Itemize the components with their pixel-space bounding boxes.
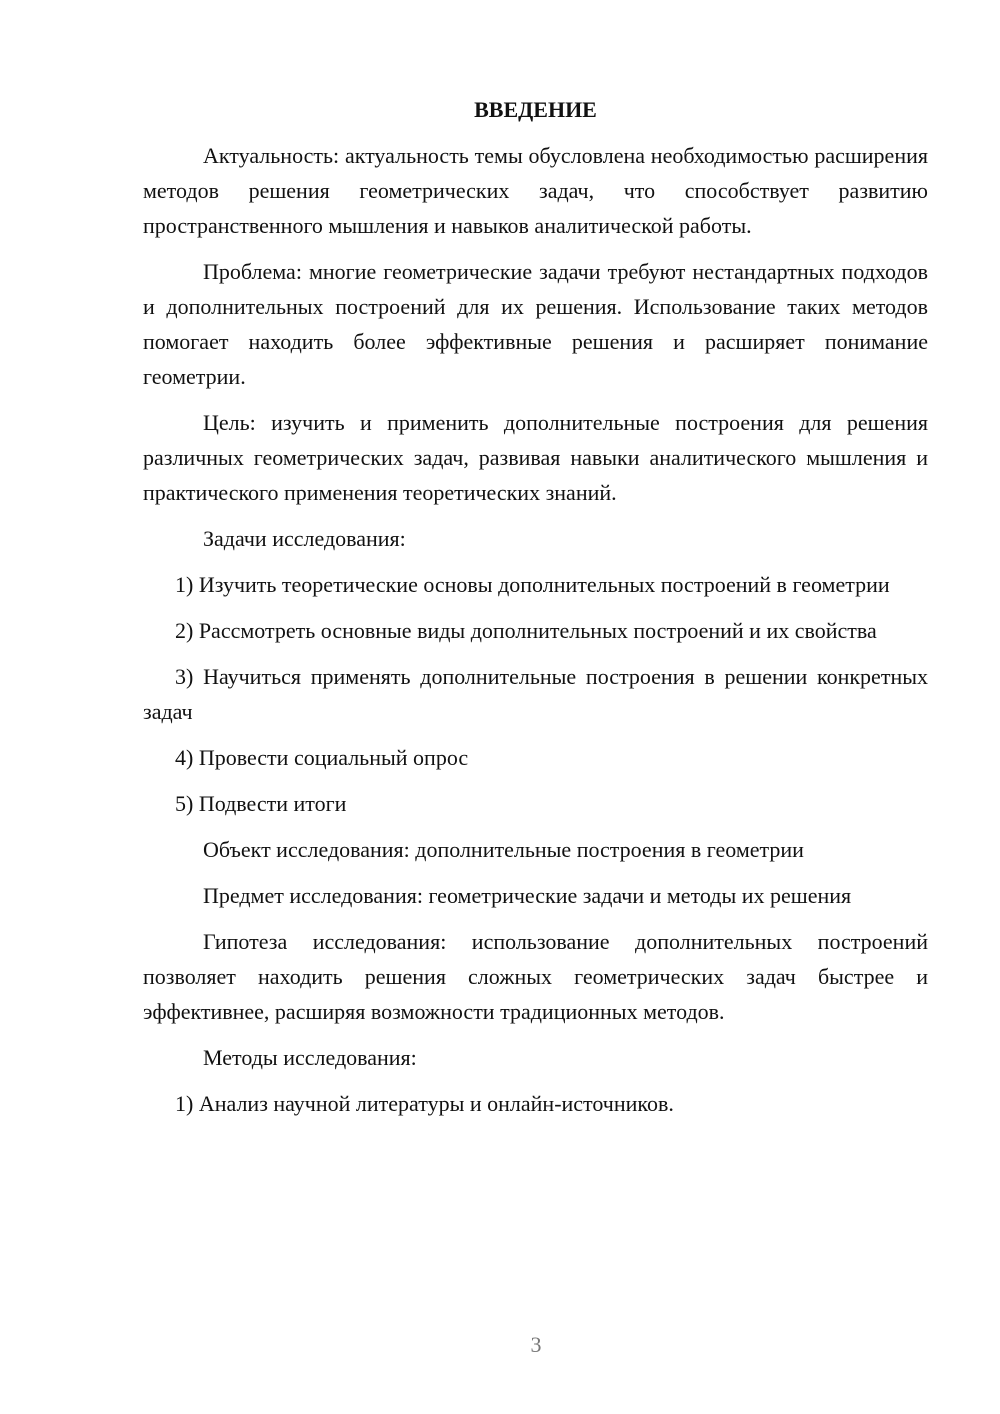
task-item: 1) Изучить теоретические основы дополнительных построений в геометрии — [175, 572, 890, 597]
hypothesis-paragraph: Гипотеза исследования: использование дополнительных построений позволяет находить решения сложных геометрических задач быстрее и эффективнее, расширяя возможности традиционных методов. — [143, 929, 928, 1024]
task-item: 2) Рассмотреть основные виды дополнительных построений и их свойства — [175, 618, 877, 643]
page-content — [143, 92, 928, 1132]
task-item: 5) Подвести итоги — [175, 791, 347, 816]
subject-paragraph: Предмет исследования: геометрические задачи и методы их решения — [203, 883, 852, 908]
tasks-heading: Задачи исследования: — [203, 526, 406, 551]
method-item: 1) Анализ научной литературы и онлайн-источников. — [175, 1091, 674, 1116]
methods-heading: Методы исследования: — [203, 1045, 417, 1070]
task-item: 4) Провести социальный опрос — [175, 745, 469, 770]
task-item: 3) Научиться применять дополнительные построения в решении конкретных задач — [143, 664, 928, 724]
goal-paragraph: Цель: изучить и применить дополнительные построения для решения различных геометрических задач, развивая навыки аналитического мышления и практического применения теоретических знаний. — [143, 410, 928, 505]
page-number: 3 — [530, 1332, 542, 1357]
relevance-paragraph: Актуальность: актуальность темы обусловлена необходимостью расширения методов решения геометрических задач, что способствует развитию пространственного мышления и навыков аналитической работы. — [143, 143, 928, 238]
object-paragraph: Объект исследования: дополнительные построения в геометрии — [203, 837, 804, 862]
problem-paragraph: Проблема: многие геометрические задачи требуют нестандартных подходов и дополнительных построений для их решения. Использование таких методов помогает находить более эффективные решения и расширяет понимание геометрии. — [143, 259, 928, 389]
section-title: ВВЕДЕНИЕ — [474, 97, 597, 122]
